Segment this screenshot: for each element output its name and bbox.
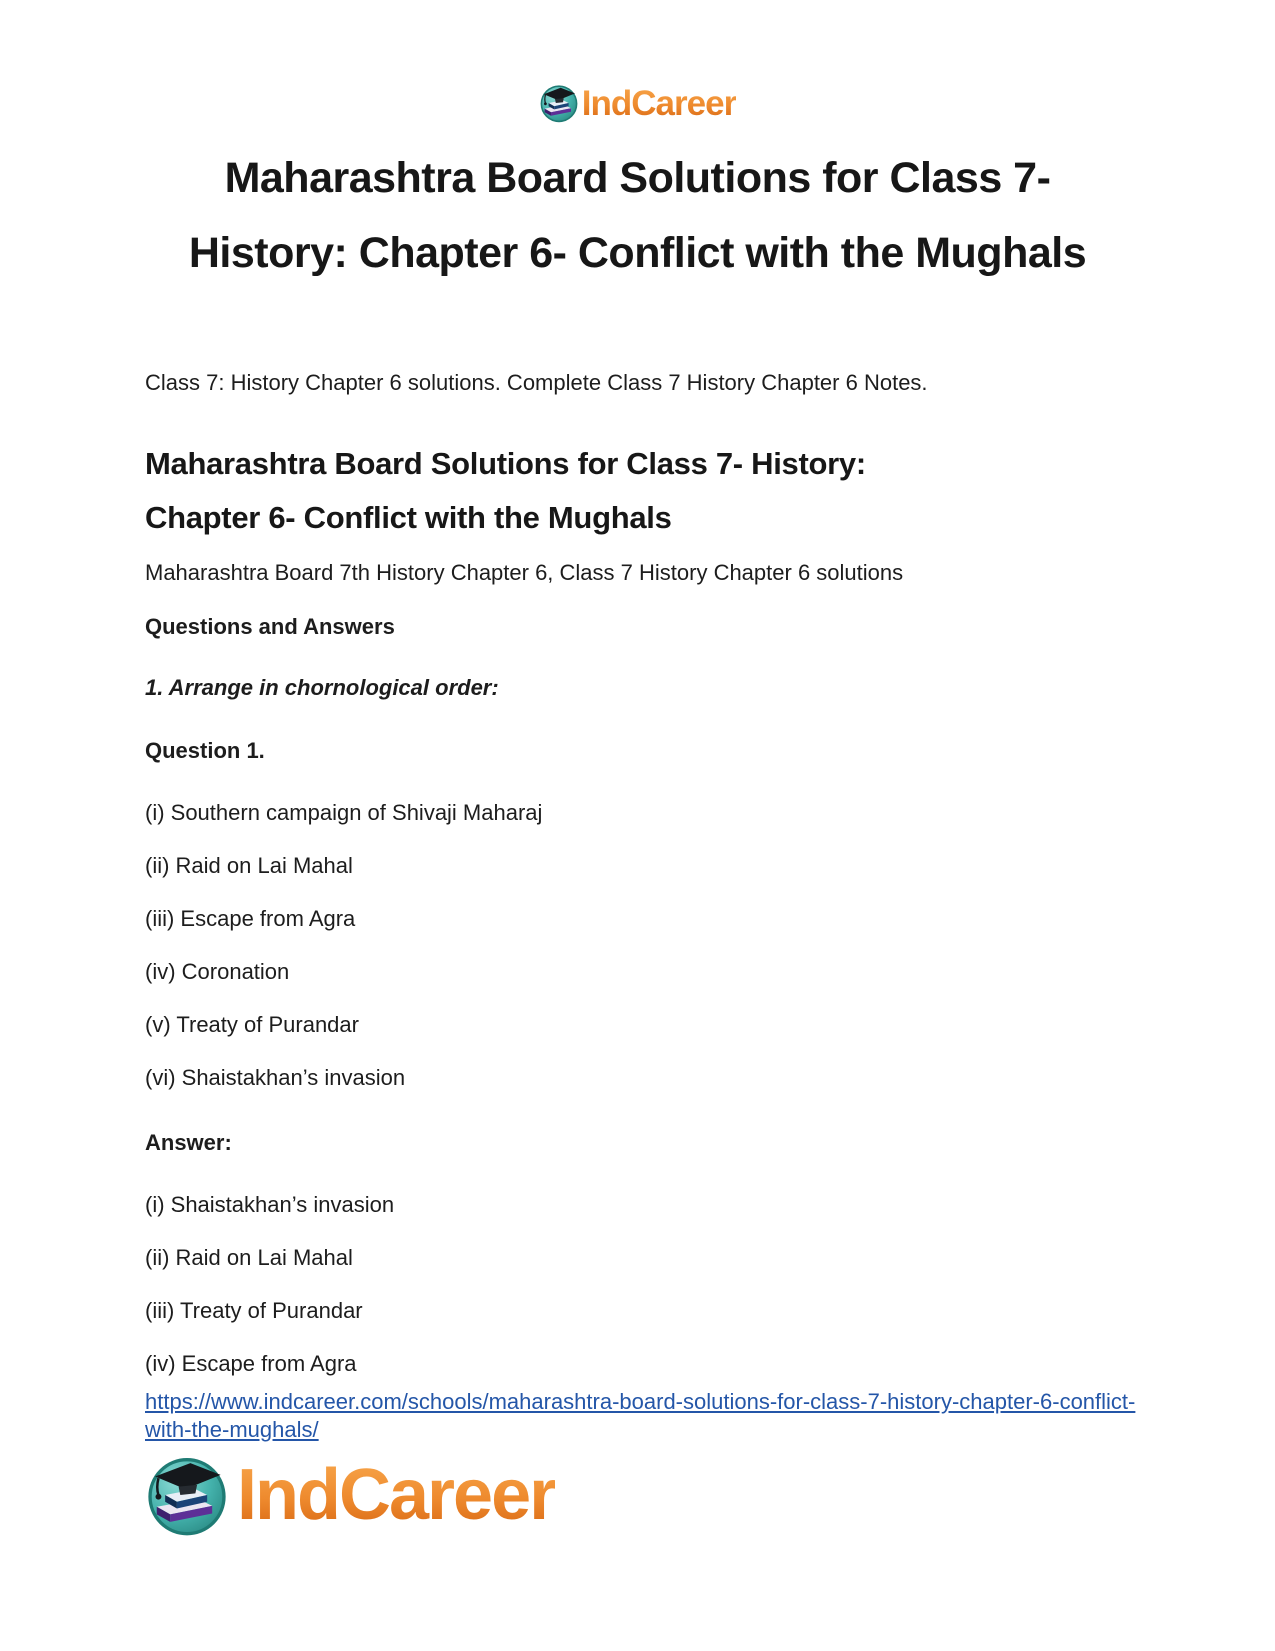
question-item: (i) Southern campaign of Shivaji Maharaj: [145, 800, 543, 825]
intro-text: Class 7: History Chapter 6 solutions. Complete Class 7 History Chapter 6 Notes.: [145, 370, 928, 395]
indcareer-logo-bottom: [145, 1452, 1145, 1538]
question-item: (v) Treaty of Purandar: [145, 1012, 359, 1037]
question-item: (iv) Coronation: [145, 959, 290, 984]
section-heading-line2: Chapter 6- Conflict with the Mughals: [145, 500, 672, 535]
answer-item: (i) Shaistakhan’s invasion: [145, 1192, 395, 1217]
question-item: (iii) Escape from Agra: [145, 906, 356, 931]
section-heading-line1: Maharashtra Board Solutions for Class 7- History:: [145, 446, 866, 481]
question-item: (ii) Raid on Lai Mahal: [145, 853, 353, 878]
section-heading: [145, 437, 1145, 545]
source-url-link[interactable]: https://www.indcareer.com/schools/maharashtra-board-solutions-for-class-7-history-chapter-6-conflict-with-the-mughals/: [145, 1389, 1136, 1442]
page-title: [0, 141, 1275, 291]
page-title-line1: Maharashtra Board Solutions for Class 7-: [224, 154, 1051, 202]
indcareer-logo-text: IndCareer: [237, 1455, 556, 1535]
answer-item: (iv) Escape from Agra: [145, 1351, 357, 1376]
source-url-paragraph: [145, 1388, 1145, 1444]
question-1-label: Question 1.: [145, 738, 265, 763]
graduation-cap-books-icon: [145, 1453, 229, 1537]
indcareer-logo-text: IndCareer: [581, 83, 737, 123]
section-subtitle: Maharashtra Board 7th History Chapter 6, Class 7 History Chapter 6 solutions: [145, 560, 904, 585]
answer-item: (iii) Treaty of Purandar: [145, 1298, 363, 1323]
page-title-line2: History: Chapter 6- Conflict with the Mughals: [188, 229, 1087, 277]
question-item: (vi) Shaistakhan’s invasion: [145, 1065, 406, 1090]
answer-label: Answer:: [145, 1130, 232, 1155]
answer-item: (ii) Raid on Lai Mahal: [145, 1245, 353, 1270]
document-body: [0, 369, 1275, 1538]
questions-answers-heading: Questions and Answers: [145, 614, 395, 639]
exercise-instruction: 1. Arrange in chornological order:: [145, 675, 499, 700]
graduation-cap-books-icon: [539, 83, 579, 123]
indcareer-logo-top: [0, 83, 1275, 123]
